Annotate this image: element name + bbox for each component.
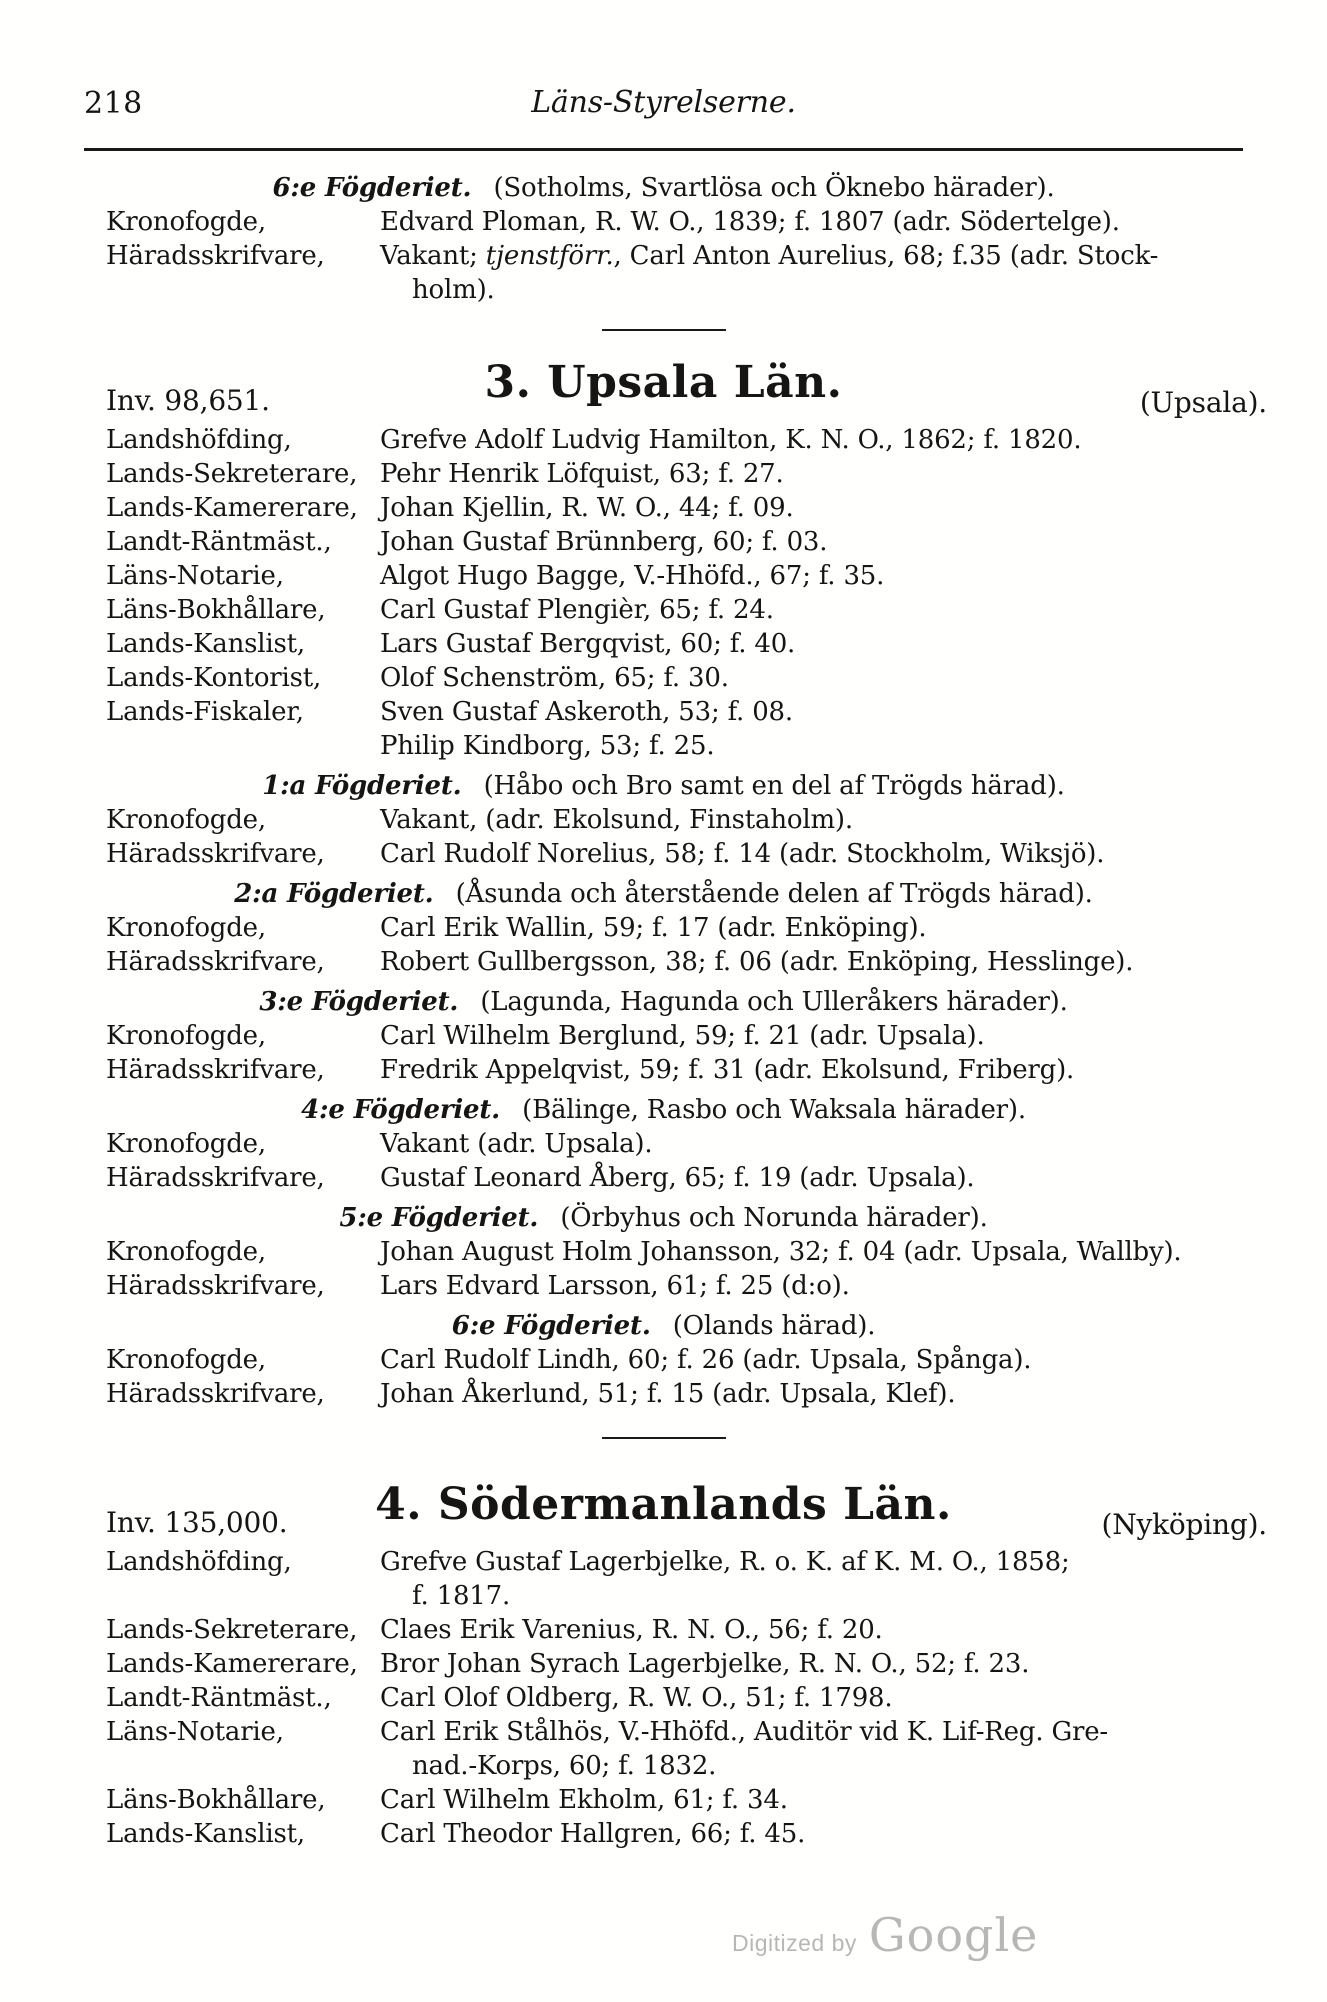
office-label: Häradsskrifvare, [106, 839, 325, 869]
office-value-line: Robert Gullbergsson, 38; f. 06 (adr. Enköping, Hesslinge). [380, 947, 1134, 977]
office-label: Häradsskrifvare, [106, 241, 325, 271]
office-row [106, 1161, 1267, 1195]
fogderi-districts: (Bälinge, Rasbo och Waksala härader). [522, 1095, 1026, 1125]
office-value [380, 911, 1267, 945]
office-row [106, 423, 1267, 457]
office-label: Läns-Notarie, [106, 1717, 284, 1747]
header-rule [84, 148, 1243, 151]
office-row [106, 661, 1267, 695]
google-logo-text: Google [868, 1908, 1039, 1962]
office-value-line: Vakant (adr. Upsala). [380, 1129, 653, 1159]
office-value [380, 627, 1267, 661]
office-value [380, 1377, 1267, 1411]
office-value-text: Vakant; [380, 241, 486, 271]
office-value-line: Carl Erik Wallin, 59; f. 17 (adr. Enköping). [380, 913, 927, 943]
office-value [380, 491, 1267, 525]
page-title: Läns-Styrelserne. [531, 85, 796, 120]
office-value [380, 525, 1267, 559]
office-label: Lands-Fiskaler, [106, 697, 304, 727]
office-value [380, 1019, 1267, 1053]
google-watermark [732, 1908, 1038, 1962]
office-label: Kronofogde, [106, 1237, 266, 1267]
office-label: Läns-Bokhållare, [106, 595, 326, 625]
office-row [106, 837, 1267, 871]
office-value-continuation: f. 1817. [412, 1581, 511, 1611]
fogderi-districts: (Åsunda och återstående delen af Trögds härad). [455, 879, 1093, 909]
digitized-by-text: Digitized by [732, 1930, 857, 1956]
office-value [380, 1715, 1267, 1783]
page-number: 218 [84, 86, 143, 121]
office-row [106, 1269, 1267, 1303]
fogderi-title: 1:a Fögderiet. [262, 771, 462, 801]
office-label: Häradsskrifvare, [106, 1055, 325, 1085]
office-label: Lands-Kanslist, [106, 629, 305, 659]
office-label: Landshöfding, [106, 425, 292, 455]
fogderi-heading [0, 769, 1327, 803]
office-value-line: Bror Johan Syrach Lagerbjelke, R. N. O., 52; f. 23. [380, 1649, 1030, 1679]
intro-fogderi-block [0, 171, 1327, 307]
office-row [106, 695, 1267, 763]
office-label: Häradsskrifvare, [106, 1379, 325, 1409]
office-value-line: Lars Gustaf Bergqvist, 60; f. 40. [380, 629, 796, 659]
section-header-upsala [84, 357, 1267, 419]
fogderi-districts: (Olands härad). [672, 1311, 876, 1341]
fogderi-title: 4:e Fögderiet. [301, 1095, 501, 1125]
office-row [106, 1127, 1267, 1161]
office-value [380, 205, 1267, 239]
office-row [106, 1817, 1267, 1851]
office-value [380, 593, 1267, 627]
office-value-line: Carl Gustaf Plengièr, 65; f. 24. [380, 595, 774, 625]
office-value-continuation: holm). [412, 275, 495, 305]
fogderi-districts: (Sotholms, Svartlösa och Öknebo härader). [493, 173, 1055, 203]
office-value [380, 1235, 1267, 1269]
office-row [106, 205, 1267, 239]
fogderi-title: 5:e Fögderiet. [339, 1203, 539, 1233]
office-value-second-appointee: Philip Kindborg, 53; f. 25. [380, 731, 715, 761]
office-value-line: Gustaf Leonard Åberg, 65; f. 19 (adr. Upsala). [380, 1163, 975, 1193]
section-seat: (Upsala). [1139, 386, 1267, 419]
office-value-line: Sven Gustaf Askeroth, 53; f. 08. [380, 697, 793, 727]
fogderi-heading [0, 985, 1327, 1019]
office-value [380, 1681, 1267, 1715]
office-value-line: Carl Erik Stålhös, V.-Hhöfd., Auditör vid K. Lif-Reg. Gre- [380, 1717, 1109, 1747]
office-value-text: , Carl Anton Aurelius, 68; f.35 (adr. Stock- [613, 241, 1159, 271]
office-value-italic: tjenstförr. [485, 241, 614, 271]
office-value [380, 559, 1267, 593]
office-label: Lands-Kamererare, [106, 493, 358, 523]
office-value [380, 837, 1267, 871]
office-value [380, 1817, 1267, 1851]
office-value-line: Algot Hugo Bagge, V.-Hhöfd., 67; f. 35. [380, 561, 885, 591]
office-label: Lands-Sekreterare, [106, 459, 358, 489]
office-row [106, 1053, 1267, 1087]
office-value-line: Grefve Adolf Ludvig Hamilton, K. N. O., 1862; f. 1820. [380, 425, 1082, 455]
running-head [0, 84, 1327, 122]
office-row [106, 1545, 1267, 1613]
office-value-line: Johan August Holm Johansson, 32; f. 04 (adr. Upsala, Wallby). [380, 1237, 1182, 1267]
section-seat: (Nyköping). [1101, 1508, 1267, 1541]
office-row [106, 803, 1267, 837]
office-label: Läns-Bokhållare, [106, 1785, 326, 1815]
office-row [106, 1613, 1267, 1647]
office-value [380, 1269, 1267, 1303]
fogderi-title: 2:a Fögderiet. [234, 879, 434, 909]
fogderi-heading [0, 877, 1327, 911]
office-label: Landshöfding, [106, 1547, 292, 1577]
office-value-line: Carl Wilhelm Ekholm, 61; f. 34. [380, 1785, 788, 1815]
office-label: Kronofogde, [106, 805, 266, 835]
office-row [106, 1343, 1267, 1377]
office-value-line: Edvard Ploman, R. W. O., 1839; f. 1807 (adr. Södertelge). [380, 207, 1120, 237]
office-value-line: Pehr Henrik Löfquist, 63; f. 27. [380, 459, 784, 489]
office-label: Kronofogde, [106, 1345, 266, 1375]
office-row [106, 559, 1267, 593]
office-value [380, 1647, 1267, 1681]
office-row [106, 1715, 1267, 1783]
office-label: Kronofogde, [106, 207, 266, 237]
fogderi-title: 3:e Fögderiet. [259, 987, 459, 1017]
office-value [380, 1127, 1267, 1161]
office-label: Lands-Kamererare, [106, 1649, 358, 1679]
fogderi-title: 6:e Fögderiet. [272, 173, 472, 203]
office-row [106, 1019, 1267, 1053]
office-label: Lands-Kanslist, [106, 1819, 305, 1849]
office-row [106, 457, 1267, 491]
office-value [380, 423, 1267, 457]
fogderi-heading [0, 1093, 1327, 1127]
fogderi-group [0, 769, 1327, 871]
office-row [106, 1647, 1267, 1681]
office-label: Häradsskrifvare, [106, 1271, 325, 1301]
office-value-line: Johan Åkerlund, 51; f. 15 (adr. Upsala, Klef). [380, 1379, 956, 1409]
office-value-line: Grefve Gustaf Lagerbjelke, R. o. K. af K. M. O., 1858; [380, 1547, 1070, 1577]
officials-list-upsala [0, 423, 1327, 763]
fogderi-districts: (Örbyhus och Norunda härader). [560, 1203, 988, 1233]
office-row [106, 593, 1267, 627]
office-row [106, 491, 1267, 525]
officials-list-sodermanland [0, 1545, 1327, 1851]
fogderi-districts: (Håbo och Bro samt en del af Trögds härad). [483, 771, 1065, 801]
section-title: 3. Upsala Län. [484, 357, 843, 408]
fogderi-group [0, 877, 1327, 979]
office-value-line: Carl Rudolf Lindh, 60; f. 26 (adr. Upsala, Spånga). [380, 1345, 1032, 1375]
office-label: Kronofogde, [106, 1129, 266, 1159]
fogderi-group [0, 1309, 1327, 1411]
office-row [106, 1377, 1267, 1411]
office-value-line: Fredrik Appelqvist, 59; f. 31 (adr. Ekolsund, Friberg). [380, 1055, 1075, 1085]
inventory-count: Inv. 135,000. [106, 1506, 288, 1539]
office-value [380, 1053, 1267, 1087]
office-value-line: Lars Edvard Larsson, 61; f. 25 (d:o). [380, 1271, 850, 1301]
section-title: 4. Södermanlands Län. [375, 1479, 952, 1530]
office-value-line: Carl Olof Oldberg, R. W. O., 51; f. 1798. [380, 1683, 893, 1713]
office-value [380, 1161, 1267, 1195]
office-row [106, 911, 1267, 945]
office-value-line [380, 239, 1267, 273]
section-header-sodermanland [84, 1479, 1267, 1541]
fogderi-group [0, 1201, 1327, 1303]
office-row [106, 1681, 1267, 1715]
office-label: Läns-Notarie, [106, 561, 284, 591]
office-value-line: Carl Rudolf Norelius, 58; f. 14 (adr. Stockholm, Wiksjö). [380, 839, 1105, 869]
office-row [106, 1783, 1267, 1817]
fogderi-group [0, 1093, 1327, 1195]
inventory-count: Inv. 98,651. [106, 384, 270, 417]
office-value-line: Johan Gustaf Brünnberg, 60; f. 03. [380, 527, 828, 557]
office-label: Kronofogde, [106, 913, 266, 943]
office-value [380, 457, 1267, 491]
office-value [380, 1343, 1267, 1377]
office-value-line: Claes Erik Varenius, R. N. O., 56; f. 20. [380, 1615, 883, 1645]
section-divider [602, 1437, 726, 1439]
office-value-line: Olof Schenström, 65; f. 30. [380, 663, 729, 693]
office-label: Kronofogde, [106, 1021, 266, 1051]
section-divider [602, 329, 726, 331]
office-label: Häradsskrifvare, [106, 947, 325, 977]
fogderi-districts: (Lagunda, Hagunda och Ulleråkers härader). [480, 987, 1068, 1017]
office-label: Lands-Sekreterare, [106, 1615, 358, 1645]
office-value [380, 239, 1267, 307]
office-value [380, 803, 1267, 837]
office-row [106, 239, 1267, 307]
fogderi-heading [0, 1309, 1327, 1343]
office-row [106, 627, 1267, 661]
office-value [380, 1613, 1267, 1647]
office-value [380, 695, 1267, 763]
office-value [380, 1545, 1267, 1613]
fogderi-title: 6:e Fögderiet. [451, 1311, 651, 1341]
office-value-line: Carl Wilhelm Berglund, 59; f. 21 (adr. Upsala). [380, 1021, 985, 1051]
office-value-continuation: nad.-Korps, 60; f. 1832. [412, 1751, 717, 1781]
office-value-line: Carl Theodor Hallgren, 66; f. 45. [380, 1819, 806, 1849]
fogderi-group [0, 985, 1327, 1087]
office-value [380, 661, 1267, 695]
office-label: Landt-Räntmäst., [106, 527, 332, 557]
office-row [106, 945, 1267, 979]
fogderi-heading [0, 1201, 1327, 1235]
fogderi-heading [0, 171, 1327, 205]
office-label: Häradsskrifvare, [106, 1163, 325, 1193]
office-value [380, 945, 1267, 979]
office-label: Landt-Räntmäst., [106, 1683, 332, 1713]
office-value-line: Johan Kjellin, R. W. O., 44; f. 09. [380, 493, 794, 523]
office-value [380, 1783, 1267, 1817]
office-label: Lands-Kontorist, [106, 663, 322, 693]
office-row [106, 525, 1267, 559]
office-row [106, 1235, 1267, 1269]
office-value-line: Vakant, (adr. Ekolsund, Finstaholm). [380, 805, 853, 835]
